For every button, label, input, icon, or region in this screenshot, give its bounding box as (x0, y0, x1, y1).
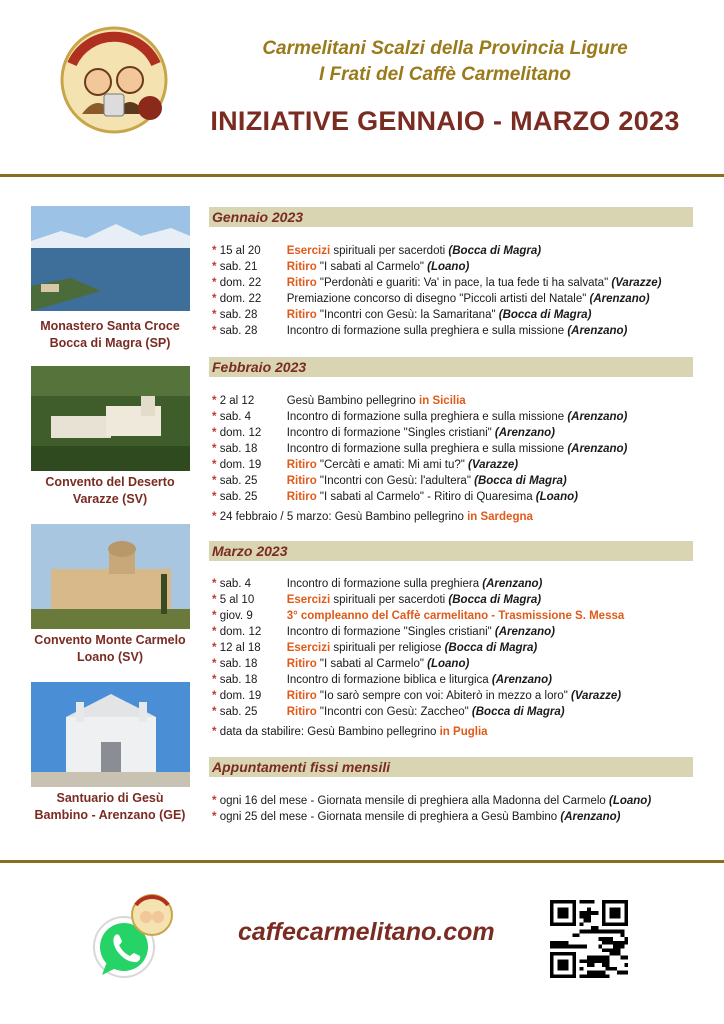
section-gennaio: Gennaio 2023 (209, 207, 693, 227)
section-appuntamenti-fissi: Appuntamenti fissi mensili (209, 757, 693, 777)
website-link[interactable]: caffecarmelitano.com (238, 918, 495, 946)
event-gennaio: * dom. 22 Premiazione concorso di disegno "Piccoli artisti del Natale" (Arenzano) (212, 293, 650, 305)
event-gennaio: * sab. 28 Incontro di formazione sulla preghiera e sulla missione (Arenzano) (212, 325, 628, 337)
event-marzo: * sab. 18 Ritiro "I sabati al Carmelo" (Loano) (212, 658, 470, 670)
event-gennaio: * sab. 21 Ritiro "I sabati al Carmelo" (Loano) (212, 261, 470, 273)
event-febbraio: * sab. 25 Ritiro "Incontri con Gesù: l'adultera" (Bocca di Magra) (212, 475, 567, 487)
caption-loano: Convento Monte Carmelo Loano (SV) (34, 633, 186, 664)
event-marzo-puglia: * data da stabilire: Gesù Bambino pellegrino in Puglia (212, 726, 488, 738)
event-marzo: * giov. 9 3° compleanno del Caffè carmelitano - Trasmissione S. Messa (212, 610, 625, 622)
page-title: INIZIATIVE GENNAIO - MARZO 2023 (210, 106, 680, 136)
header-line-province: Carmelitani Scalzi della Provincia Ligure (262, 38, 628, 59)
caption-bocca-di-magra: Monastero Santa Croce Bocca di Magra (SP) (40, 319, 180, 350)
event-febbraio: * dom. 19 Ritiro "Cercàti e amati: Mi ami tu?" (Varazze) (212, 459, 519, 471)
section-marzo: Marzo 2023 (209, 541, 693, 561)
section-febbraio: Febbraio 2023 (209, 357, 693, 377)
event-marzo: * 12 al 18 Esercizi spirituali per religiose (Bocca di Magra) (212, 642, 538, 654)
event-febbraio: * 2 al 12 Gesù Bambino pellegrino in Sicilia (212, 395, 466, 407)
event-febbraio-sardegna: * 24 febbraio / 5 marzo: Gesù Bambino pellegrino in Sardegna (212, 511, 533, 523)
fixed-appointment: * ogni 16 del mese - Giornata mensile di preghiera alla Madonna del Carmelo (Loano) (212, 795, 652, 807)
top-divider (0, 174, 724, 177)
photo-arenzano (31, 682, 190, 787)
qr-code (550, 900, 628, 978)
event-febbraio: * sab. 25 Ritiro "I sabati al Carmelo" - Ritiro di Quaresima (Loano) (212, 491, 578, 503)
bottom-divider (0, 860, 724, 863)
event-marzo: * sab. 18 Incontro di formazione biblica e liturgica (Arenzano) (212, 674, 552, 686)
fixed-appointment: * ogni 25 del mese - Giornata mensile di preghiera a Gesù Bambino (Arenzano) (212, 811, 621, 823)
photo-bocca-di-magra (31, 206, 190, 311)
event-marzo: * sab. 4 Incontro di formazione sulla preghiera (Arenzano) (212, 578, 543, 590)
event-febbraio: * sab. 18 Incontro di formazione sulla preghiera e sulla missione (Arenzano) (212, 443, 628, 455)
event-marzo: * dom. 19 Ritiro "Io sarò sempre con voi: Abiterò in mezzo a loro" (Varazze) (212, 690, 622, 702)
event-gennaio: * 15 al 20 Esercizi spirituali per sacerdoti (Bocca di Magra) (212, 245, 542, 257)
event-gennaio: * dom. 22 Ritiro "Perdonàti e guariti: Va' in pace, la tua fede ti ha salvata" (Varazze) (212, 277, 662, 289)
photo-varazze (31, 366, 190, 471)
header-line-friars: I Frati del Caffè Carmelitano (319, 64, 571, 85)
event-marzo: * sab. 25 Ritiro "Incontri con Gesù: Zaccheo" (Bocca di Magra) (212, 706, 565, 718)
event-gennaio: * sab. 28 Ritiro "Incontri con Gesù: la Samaritana" (Bocca di Magra) (212, 309, 592, 321)
event-marzo: * dom. 12 Incontro di formazione "Singles cristiani" (Arenzano) (212, 626, 555, 638)
caption-arenzano: Santuario di Gesù Bambino - Arenzano (GE) (34, 791, 186, 822)
caffe-carmelitano-logo (58, 24, 170, 136)
whatsapp-icon[interactable] (88, 893, 178, 983)
event-febbraio: * dom. 12 Incontro di formazione "Singles cristiani" (Arenzano) (212, 427, 555, 439)
caption-varazze: Convento del Deserto Varazze (SV) (45, 475, 175, 506)
event-marzo: * 5 al 10 Esercizi spirituali per sacerdoti (Bocca di Magra) (212, 594, 542, 606)
event-febbraio: * sab. 4 Incontro di formazione sulla preghiera e sulla missione (Arenzano) (212, 411, 628, 423)
photo-loano (31, 524, 190, 629)
